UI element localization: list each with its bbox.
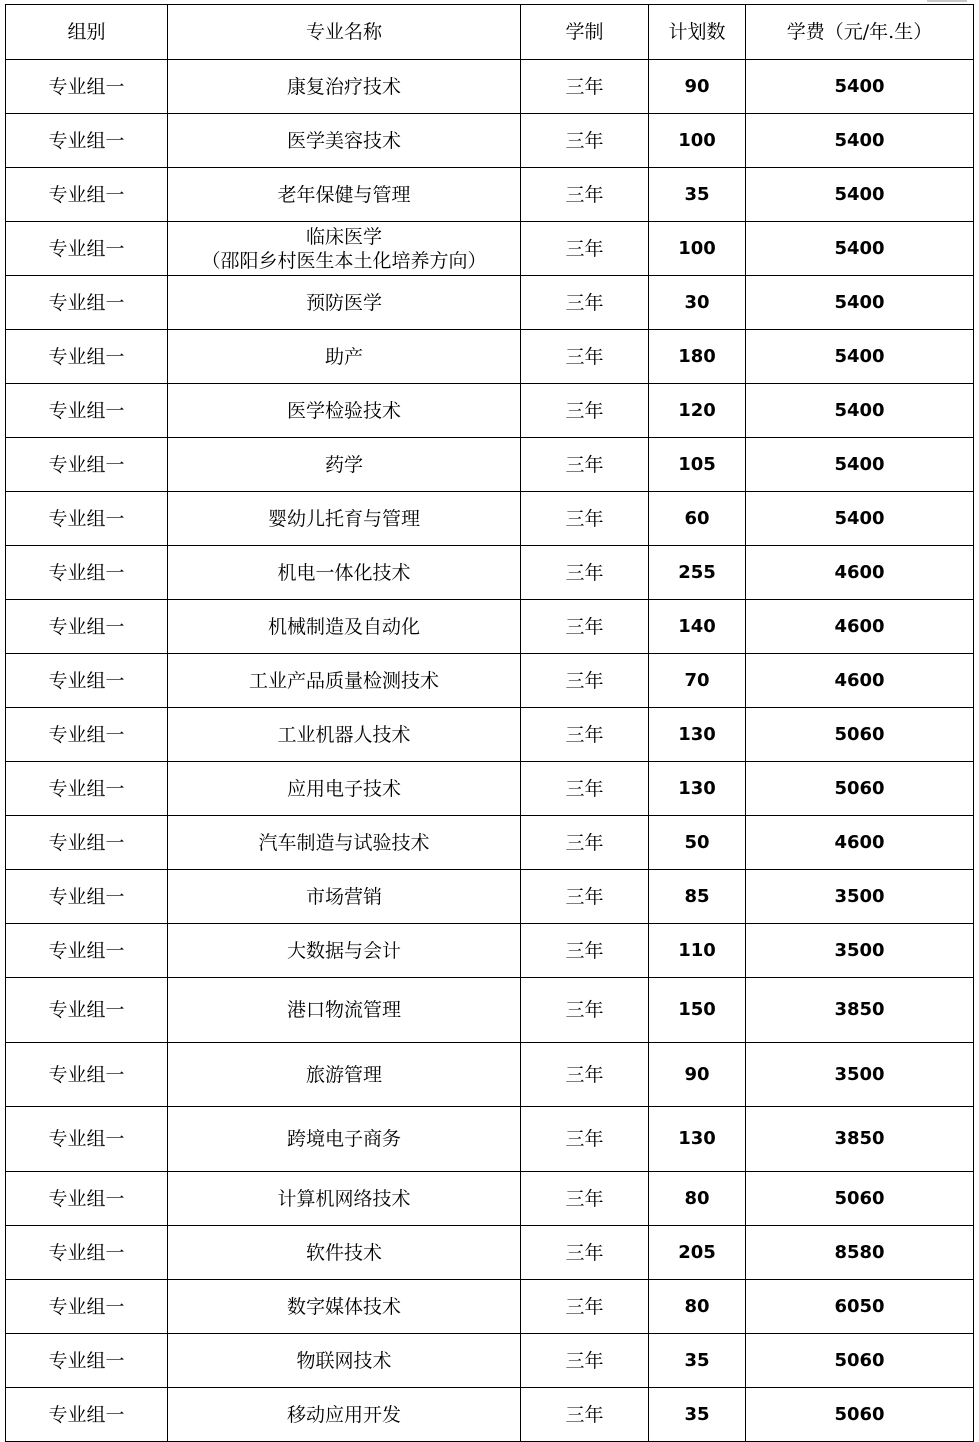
major-name: 工业机器人技术	[277, 723, 411, 746]
fee-cell: 5400	[746, 168, 974, 222]
group-cell: 专业组一	[6, 546, 168, 600]
years-cell: 三年	[521, 330, 649, 384]
corner-mark	[927, 0, 967, 2]
years-cell: 三年	[521, 816, 649, 870]
table-row	[6, 330, 974, 384]
header-fee: 学费（元/年.生）	[746, 5, 974, 60]
plan-cell: 140	[649, 600, 746, 654]
table-row	[6, 276, 974, 330]
major-cell	[168, 492, 521, 546]
group-cell: 专业组一	[6, 978, 168, 1043]
fee-cell: 3850	[746, 1107, 974, 1172]
fee-cell: 5400	[746, 222, 974, 276]
major-cell	[168, 1334, 521, 1388]
plan-cell: 80	[649, 1172, 746, 1226]
plan-cell: 35	[649, 1334, 746, 1388]
plan-cell: 70	[649, 654, 746, 708]
major-name: 机械制造及自动化	[267, 615, 420, 638]
plan-cell: 205	[649, 1226, 746, 1280]
fee-cell: 4600	[746, 600, 974, 654]
plan-cell: 100	[649, 114, 746, 168]
fee-cell: 5400	[746, 330, 974, 384]
plan-cell: 130	[649, 708, 746, 762]
major-cell	[168, 708, 521, 762]
group-cell: 专业组一	[6, 384, 168, 438]
major-cell	[168, 1388, 521, 1442]
table-row	[6, 546, 974, 600]
group-cell: 专业组一	[6, 60, 168, 114]
years-cell: 三年	[521, 924, 649, 978]
fee-cell: 5060	[746, 708, 974, 762]
major-cell	[168, 654, 521, 708]
major-name: 药学	[324, 453, 363, 476]
table-row	[6, 114, 974, 168]
fee-cell: 5060	[746, 1388, 974, 1442]
major-cell	[168, 816, 521, 870]
table-row	[6, 870, 974, 924]
plan-cell: 90	[649, 60, 746, 114]
group-cell: 专业组一	[6, 1043, 168, 1107]
years-cell: 三年	[521, 384, 649, 438]
major-name: 港口物流管理	[286, 999, 401, 1021]
years-cell: 三年	[521, 168, 649, 222]
table-row	[6, 654, 974, 708]
table-row	[6, 1280, 974, 1334]
years-cell: 三年	[521, 1172, 649, 1226]
table-row	[6, 1226, 974, 1280]
major-name: 旅游管理	[305, 1063, 382, 1086]
group-cell: 专业组一	[6, 276, 168, 330]
major-cell	[168, 114, 521, 168]
major-cell	[168, 168, 521, 222]
plan-cell: 35	[649, 168, 746, 222]
plan-cell: 130	[649, 762, 746, 816]
fee-cell: 3500	[746, 924, 974, 978]
years-cell: 三年	[521, 1280, 649, 1334]
plan-cell: 130	[649, 1107, 746, 1172]
fee-cell: 6050	[746, 1280, 974, 1334]
table-row	[6, 1172, 974, 1226]
fee-cell: 5400	[746, 492, 974, 546]
major-name: 婴幼儿托育与管理	[267, 507, 420, 530]
group-cell: 专业组一	[6, 330, 168, 384]
major-cell	[168, 1280, 521, 1334]
fee-cell: 5060	[746, 1172, 974, 1226]
major-name: 计算机网络技术	[277, 1187, 411, 1210]
plan-cell: 60	[649, 492, 746, 546]
group-cell: 专业组一	[6, 816, 168, 870]
group-cell: 专业组一	[6, 762, 168, 816]
major-name: 老年保健与管理	[277, 183, 411, 206]
plan-cell: 150	[649, 978, 746, 1043]
years-cell: 三年	[521, 438, 649, 492]
major-cell	[168, 1172, 521, 1226]
major-cell	[168, 870, 521, 924]
table-row	[6, 762, 974, 816]
table-row	[6, 978, 974, 1043]
years-cell: 三年	[521, 600, 649, 654]
fee-cell: 3500	[746, 870, 974, 924]
major-name: 物联网技术	[296, 1349, 392, 1372]
group-cell: 专业组一	[6, 870, 168, 924]
group-cell: 专业组一	[6, 708, 168, 762]
major-name: 应用电子技术	[286, 777, 401, 800]
years-cell: 三年	[521, 492, 649, 546]
major-name: 软件技术	[305, 1241, 382, 1264]
fee-cell: 5400	[746, 384, 974, 438]
years-cell: 三年	[521, 1226, 649, 1280]
years-cell: 三年	[521, 762, 649, 816]
major-name: 康复治疗技术	[286, 75, 401, 98]
table-row	[6, 1043, 974, 1107]
group-cell: 专业组一	[6, 654, 168, 708]
table-row	[6, 60, 974, 114]
major-name: 跨境电子商务	[286, 1128, 401, 1150]
fee-cell: 4600	[746, 546, 974, 600]
major-name: 预防医学	[305, 291, 382, 314]
major-cell	[168, 384, 521, 438]
years-cell: 三年	[521, 1043, 649, 1107]
table-row	[6, 384, 974, 438]
plan-cell: 105	[649, 438, 746, 492]
years-cell: 三年	[521, 114, 649, 168]
fee-cell: 5400	[746, 438, 974, 492]
fee-cell: 5060	[746, 762, 974, 816]
plan-cell: 90	[649, 1043, 746, 1107]
table-row	[6, 1107, 974, 1172]
plan-cell: 50	[649, 816, 746, 870]
years-cell: 三年	[521, 1334, 649, 1388]
major-name: 大数据与会计	[286, 939, 401, 962]
header-group: 组别	[6, 5, 168, 60]
major-cell	[168, 60, 521, 114]
plan-cell: 30	[649, 276, 746, 330]
fee-cell: 5060	[746, 1334, 974, 1388]
major-name: 汽车制造与试验技术	[258, 831, 430, 854]
fee-cell: 3500	[746, 1043, 974, 1107]
major-name: 医学检验技术	[286, 399, 401, 422]
years-cell: 三年	[521, 870, 649, 924]
years-cell: 三年	[521, 60, 649, 114]
major-cell	[168, 762, 521, 816]
plan-cell: 110	[649, 924, 746, 978]
fee-cell: 5400	[746, 114, 974, 168]
table-row	[6, 1388, 974, 1442]
major-cell	[168, 546, 521, 600]
table-row	[6, 168, 974, 222]
group-cell: 专业组一	[6, 924, 168, 978]
years-cell: 三年	[521, 546, 649, 600]
major-cell	[168, 276, 521, 330]
major-name: 数字媒体技术	[286, 1295, 401, 1318]
table-row	[6, 708, 974, 762]
group-cell: 专业组一	[6, 492, 168, 546]
group-cell: 专业组一	[6, 1172, 168, 1226]
table-row	[6, 492, 974, 546]
table-row	[6, 1334, 974, 1388]
major-cell	[168, 1043, 521, 1107]
years-cell: 三年	[521, 654, 649, 708]
header-major: 专业名称	[168, 5, 521, 60]
plan-cell: 80	[649, 1280, 746, 1334]
plan-cell: 85	[649, 870, 746, 924]
table-row	[6, 600, 974, 654]
years-cell: 三年	[521, 276, 649, 330]
major-name: 市场营销	[305, 885, 382, 908]
plan-cell: 180	[649, 330, 746, 384]
major-cell	[168, 222, 521, 276]
major-name: 工业产品质量检测技术	[248, 669, 439, 692]
fee-cell: 4600	[746, 816, 974, 870]
group-cell: 专业组一	[6, 600, 168, 654]
plan-cell: 100	[649, 222, 746, 276]
group-cell: 专业组一	[6, 114, 168, 168]
major-cell	[168, 330, 521, 384]
major-name: 机电一体化技术	[277, 561, 411, 584]
header-plan: 计划数	[649, 5, 746, 60]
major-name: 医学美容技术	[286, 129, 401, 152]
plan-cell: 255	[649, 546, 746, 600]
fee-cell: 8580	[746, 1226, 974, 1280]
years-cell: 三年	[521, 708, 649, 762]
fee-cell: 3850	[746, 978, 974, 1043]
major-cell	[168, 600, 521, 654]
fee-cell: 4600	[746, 654, 974, 708]
years-cell: 三年	[521, 1107, 649, 1172]
major-cell	[168, 1107, 521, 1172]
header-years: 学制	[521, 5, 649, 60]
major-cell	[168, 438, 521, 492]
table-row	[6, 438, 974, 492]
group-cell: 专业组一	[6, 438, 168, 492]
plan-cell: 120	[649, 384, 746, 438]
group-cell: 专业组一	[6, 1226, 168, 1280]
group-cell: 专业组一	[6, 1334, 168, 1388]
major-name: 移动应用开发	[286, 1403, 401, 1426]
major-cell	[168, 978, 521, 1043]
table-row	[6, 816, 974, 870]
header-row	[6, 5, 974, 60]
major-name: 临床医学	[305, 225, 382, 248]
years-cell: 三年	[521, 978, 649, 1043]
group-cell: 专业组一	[6, 1280, 168, 1334]
years-cell: 三年	[521, 1388, 649, 1442]
enrollment-plan-table	[5, 4, 974, 1442]
group-cell: 专业组一	[6, 1107, 168, 1172]
years-cell: 三年	[521, 222, 649, 276]
fee-cell: 5400	[746, 276, 974, 330]
plan-cell: 35	[649, 1388, 746, 1442]
group-cell: 专业组一	[6, 168, 168, 222]
table-row	[6, 924, 974, 978]
major-cell	[168, 1226, 521, 1280]
major-name: 助产	[324, 345, 363, 368]
table-row	[6, 222, 974, 276]
fee-cell: 5400	[746, 60, 974, 114]
major-direction: （邵阳乡村医生本土化培养方向）	[201, 249, 487, 272]
major-cell	[168, 924, 521, 978]
group-cell: 专业组一	[6, 1388, 168, 1442]
group-cell: 专业组一	[6, 222, 168, 276]
